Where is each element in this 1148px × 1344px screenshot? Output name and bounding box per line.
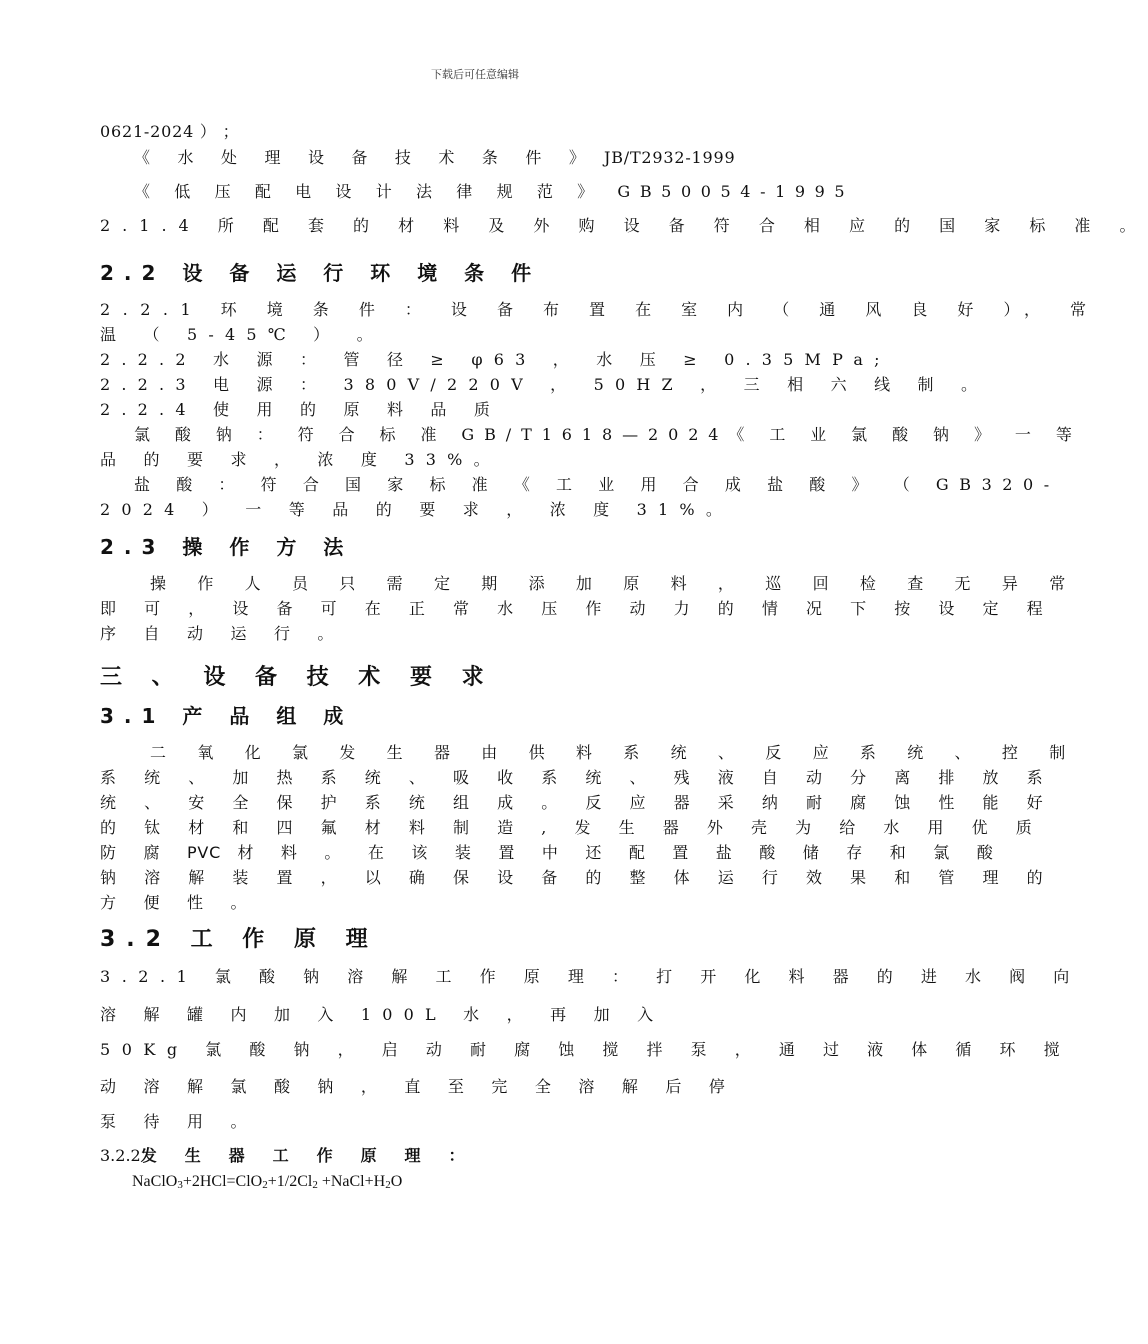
- text-line: 即 可 ， 设 备 可 在 正 常 水 压 作 动 力 的 情 况 下 按 设 定 程: [100, 599, 1055, 618]
- formula-part: +2HCl=ClO: [182, 1173, 263, 1190]
- formula-subscript: 3: [177, 1179, 183, 1191]
- text-line: 2.1.4 所 配 套 的 材 料 及 外 购 设 备 符 合 相 应 的 国 家 标 准 。: [100, 216, 1148, 235]
- section-heading: 3.2 工 作 原 理: [100, 927, 379, 952]
- text-line: 操 作 人 员 只 需 定 期 添 加 原 料 ， 巡 回 检 查 无 异 常: [150, 574, 1079, 593]
- text-line: [100, 1146, 476, 1166]
- section-heading: 2.3 操 作 方 法: [100, 535, 354, 559]
- text-line: 方 便 性 。: [100, 893, 258, 912]
- formula-subscript: 2: [312, 1179, 318, 1191]
- text-line: [100, 843, 1004, 863]
- text-run: 3.2.2: [100, 1146, 141, 1165]
- text-line: 《 水 处 理 设 备 技 术 条 件 》: [134, 148, 597, 167]
- formula-part: O: [390, 1173, 403, 1190]
- text-line: 盐 酸 ： 符 合 国 家 标 准 《 工 业 用 合 成 盐 酸 》 （ GB320-: [134, 475, 1060, 494]
- text-run: 防 腐: [100, 843, 187, 862]
- section-heading: 3.1 产 品 组 成: [100, 704, 354, 728]
- text-line: 2.2.2 水 源 ： 管 径 ≥ φ63 ， 水 压 ≥ 0.35MPa;: [100, 350, 891, 369]
- page-header: 下载后可任意编辑: [431, 68, 519, 81]
- text-run-pvc: PVC: [186, 843, 222, 862]
- text-line: 0621-2024 ） ；: [100, 122, 240, 141]
- text-run: 发 生 器 工 作 原 理 ：: [140, 1146, 476, 1165]
- text-line: 2.2.1 环 境 条 件 ： 设 备 布 置 在 室 内 （ 通 风 良 好 ）， 常: [100, 300, 1099, 319]
- text-line: 《 低 压 配 电 设 计 法 律 规 范 》 GB50054-1995: [134, 182, 855, 201]
- text-line: 溶 解 罐 内 加 入 100L 水 ， 再 加 入: [100, 1005, 665, 1024]
- text-line: 温 （ 5-45℃ ） 。: [100, 325, 384, 344]
- text-line: 的 钛 材 和 四 氟 材 料 制 造 , 发 生 器 外 壳 为 给 水 用 优 质: [100, 818, 1044, 837]
- formula-subscript: 2: [262, 1179, 268, 1191]
- chapter-heading: 三 、 设 备 技 术 要 求: [100, 665, 495, 690]
- text-line: 2.2.4 使 用 的 原 料 品 质: [100, 400, 502, 419]
- standard-code: JB/T2932-1999: [604, 148, 736, 167]
- text-line: 系 统 、 加 热 系 统 、 吸 收 系 统 、 残 液 自 动 分 离 排 放 系: [100, 768, 1055, 787]
- text-line: 50Kg 氯 酸 钠 ， 启 动 耐 腐 蚀 搅 拌 泵 ， 通 过 液 体 循 环 搅: [100, 1040, 1072, 1059]
- text-line: 钠 溶 解 装 置 ， 以 确 保 设 备 的 整 体 运 行 效 果 和 管 理 的: [100, 868, 1055, 887]
- text-line: 3.2.1 氯 酸 钠 溶 解 工 作 原 理 ： 打 开 化 料 器 的 进 水 阀 向: [100, 967, 1081, 986]
- chemical-formula: [132, 1172, 402, 1195]
- formula-part: +NaCl+H: [317, 1173, 386, 1190]
- text-line: 2024 ） 一 等 品 的 要 求 ， 浓 度 31%。: [100, 500, 734, 519]
- text-line: 泵 待 用 。: [100, 1112, 258, 1131]
- text-line: 品 的 要 求 ， 浓 度 33%。: [100, 450, 501, 469]
- text-line: 序 自 动 运 行 。: [100, 624, 345, 643]
- text-run: 材 料 。 在 该 装 置 中 还 配 置 盐 酸 储 存 和 氯 酸: [221, 843, 1004, 862]
- text-line: 动 溶 解 氯 酸 钠 ， 直 至 完 全 溶 解 后 停: [100, 1077, 737, 1096]
- formula-subscript: 2: [385, 1179, 391, 1191]
- section-heading: 2.2 设 备 运 行 环 境 条 件: [100, 261, 542, 285]
- text-line: 统 、 安 全 保 护 系 统 组 成 。 反 应 器 采 纳 耐 腐 蚀 性 能 好: [100, 793, 1055, 812]
- formula-part: +1/2Cl: [267, 1173, 313, 1190]
- text-line: 2.2.3 电 源 ： 380V/220V ， 50HZ ， 三 相 六 线 制 。: [100, 375, 989, 394]
- formula-part: NaClO: [132, 1173, 178, 1190]
- text-line: 氯 酸 钠 ： 符 合 标 准 GB/T1618—2024《 工 业 氯 酸 钠 》 一 等: [134, 425, 1082, 444]
- text-line: 二 氧 化 氯 发 生 器 由 供 料 系 统 、 反 应 系 统 、 控 制: [150, 743, 1079, 762]
